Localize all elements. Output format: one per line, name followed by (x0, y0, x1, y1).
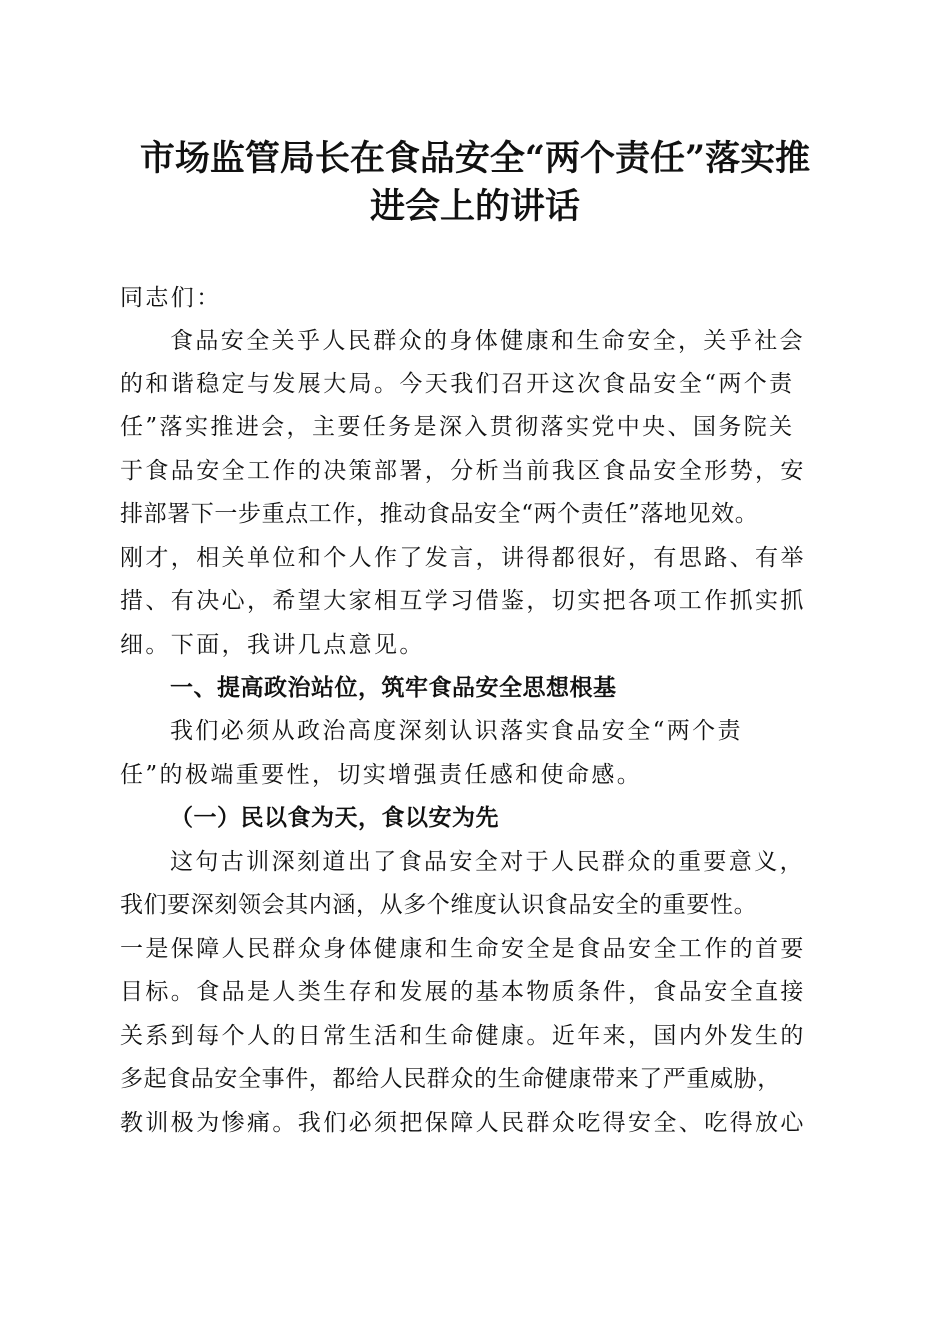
subsection-1-line-6: 多起食品安全事件，都给人民群众的生命健康带来了严重威胁， (120, 1066, 781, 1092)
section-1-heading: 一、提高政治站位，筑牢食品安全思想根基 (170, 675, 617, 701)
subsection-1-line-5: 关系到每个人的日常生活和生命健康。近年来，国内外发生的 (120, 1023, 806, 1049)
intro-line-7: 措、有决心，希望大家相互学习借鉴，切实把各项工作抓实抓 (120, 588, 806, 614)
document-title-line-2: 进会上的讲话 (369, 186, 580, 227)
intro-line-8: 细。下面，我讲几点意见。 (120, 632, 425, 658)
intro-line-5: 排部署下一步重点工作，推动食品安全“两个责任”落地见效。 (120, 501, 759, 527)
subsection-1-line-2: 我们要深刻领会其内涵，从多个维度认识食品安全的重要性。 (120, 892, 758, 918)
section-1-line-2: 任”的极端重要性，切实增强责任感和使命感。 (120, 762, 643, 788)
subsection-1-line-4: 目标。食品是人类生存和发展的基本物质条件，食品安全直接 (120, 979, 806, 1005)
intro-line-1: 食品安全关乎人民群众的身体健康和生命安全，关乎社会 (170, 328, 805, 354)
subsection-1-line-3: 一是保障人民群众身体健康和生命安全是食品安全工作的首要 (120, 936, 806, 962)
subsection-1-line-7: 教训极为惨痛。我们必须把保障人民群众吃得安全、吃得放心 (120, 1110, 806, 1136)
section-1-line-1: 我们必须从政治高度深刻认识落实食品安全“两个责 (170, 718, 743, 744)
subsection-1-heading: （一）民以食为天，食以安为先 (170, 804, 499, 831)
intro-line-2: 的和谐稳定与发展大局。今天我们召开这次食品安全“两个责 (120, 371, 795, 397)
document-title-line-1: 市场监管局长在食品安全“两个责任”落实推 (139, 138, 811, 179)
intro-line-6: 刚才，相关单位和个人作了发言，讲得都很好，有思路、有举 (120, 545, 806, 571)
intro-line-4: 于食品安全工作的决策部署，分析当前我区食品安全形势，安 (120, 458, 806, 484)
subsection-1-line-1: 这句古训深刻道出了食品安全对于人民群众的重要意义， (170, 849, 805, 875)
intro-line-3: 任”落实推进会，主要任务是深入贯彻落实党中央、国务院关 (120, 414, 795, 440)
salutation: 同志们： (120, 285, 222, 311)
